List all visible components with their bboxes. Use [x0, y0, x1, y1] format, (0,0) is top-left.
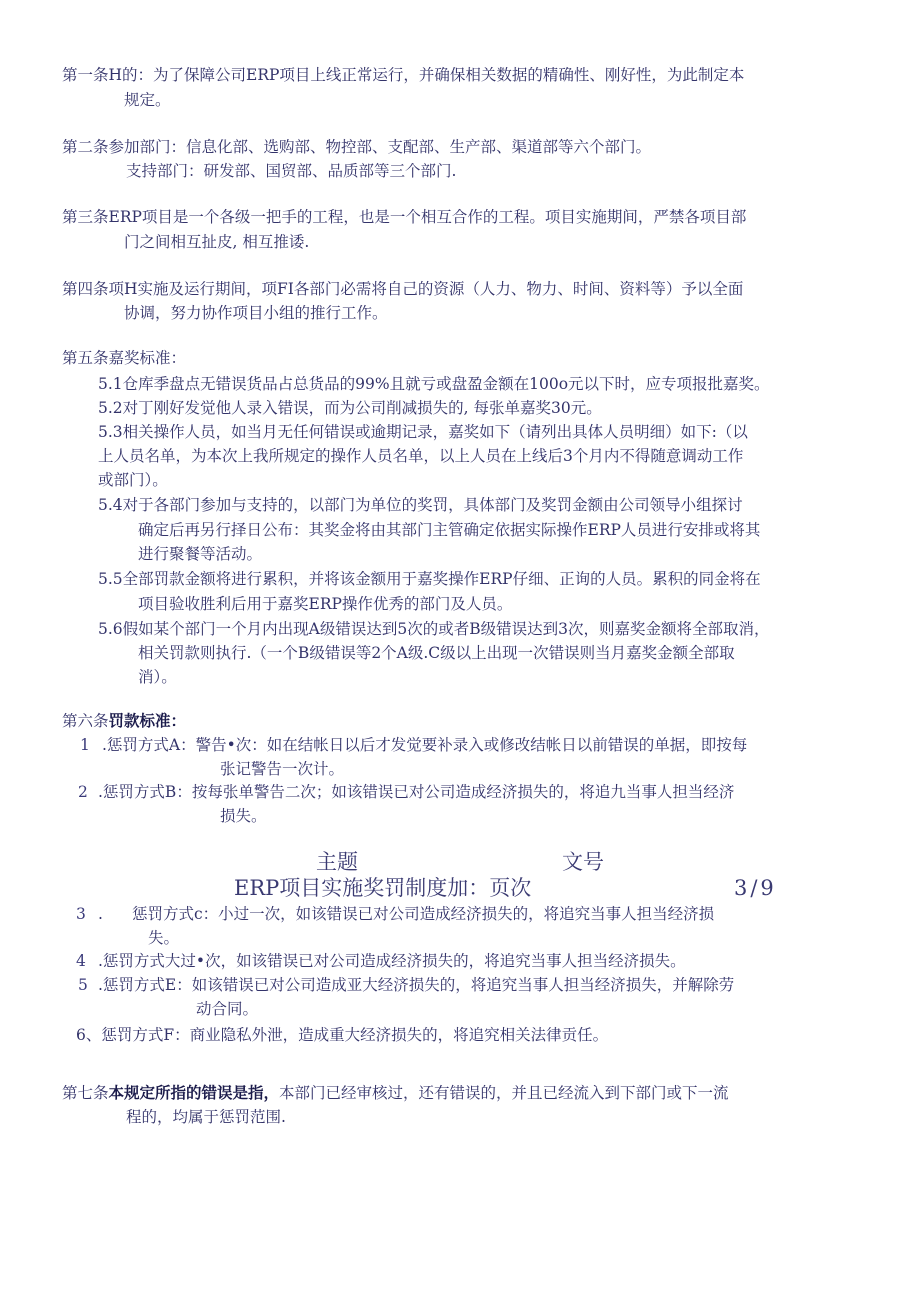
- article-2-line-2: 支持部门：研发部、国贸部、品质部等三个部门.: [126, 162, 457, 180]
- article-5-item: 5.2对丁刚好发觉他人录入错误，而为公司削减损失的, 每张单嘉奖30元。: [98, 399, 602, 417]
- penalty-5-number: 5: [78, 976, 88, 994]
- penalty-3-dot: .: [98, 905, 103, 923]
- article-5-item: 确定后再另行择日公布：其奖金将由其部门主管确定依据实际操作ERP人员进行安排或将其: [138, 521, 761, 539]
- article-5-item: 5.6假如某个部门一个月内出现A级错误达到5次的或者B级错误达到3次，则嘉奖金额将全部取消，: [98, 620, 770, 638]
- penalty-2-line-2: 损失。: [220, 807, 267, 825]
- penalty-1-number: 1: [80, 736, 90, 754]
- penalty-6-line-1: 6、惩罚方式F：商业隐私外泄，造成重大经济损失的，将追究相关法律贡任。: [76, 1026, 609, 1044]
- penalty-3-line-1: 惩罚方式c：小过一次，如该错误已对公司造成经济损失的，将追究当事人担当经济损: [132, 905, 715, 923]
- penalty-3-line-2: 失。: [148, 929, 180, 947]
- article-5-item: 项目验收胜利后用于嘉奖ERP操作优秀的部门及人员。: [138, 595, 513, 613]
- penalty-4-number: 4: [76, 952, 86, 970]
- article-4-line-1: 第四条项H实施及运行期间，项FI各部门必需将自己的资源（人力、物力、时间、资料等）予以全面: [62, 280, 744, 298]
- article-5-item: 进行聚餐等活动。: [138, 545, 263, 563]
- article-3-line-2: 门之间相互扯皮, 相互推诿.: [124, 233, 310, 251]
- penalty-1-line-1: .惩罚方式A：警告•次：如在结帐日以后才发觉要补录入或修改结帐日以前错误的单据，即按每: [102, 736, 748, 754]
- article-7-rest: 本部门已经审核过，还有错误的，并且已经流入到下部门或下一流: [279, 1084, 729, 1102]
- penalty-2-number: 2: [78, 783, 88, 801]
- article-2-line-1: 第二条参加部门：信息化部、选购部、物控部、支配部、生产部、渠道部等六个部门。: [62, 138, 652, 156]
- penalty-5-line-2: 动合同。: [196, 1000, 259, 1018]
- article-5-item: 5.4对于各部门参加与支持的，以部门为单位的奖罚，具体部门及奖罚金额由公司领导小组探讨: [98, 496, 743, 514]
- penalty-3-number: 3: [76, 905, 86, 923]
- penalty-4-line-1: .惩罚方式大过•次，如该错误已对公司造成经济损失的，将追究当事人担当经济损失。: [98, 952, 686, 970]
- penalty-2-line-1: .惩罚方式B：按每张单警告二次；如该错误已对公司造成经济损失的，将追九当事人担当经济: [98, 783, 735, 801]
- article-6-title-prefix: 第六条: [62, 712, 109, 730]
- article-5-item: 5.3相关操作人员，如当月无任何错误或逾期记录，嘉奖如下（请列出具体人员明细）如下:（以: [98, 423, 748, 441]
- article-1-line-1: 第一条H的：为了保障公司ERP项目上线正常运行，并确保相关数据的精确性、刚好性，为此制定本: [62, 66, 745, 84]
- header-doc-title: ERP项目实施奖罚制度加：页次: [234, 876, 532, 900]
- article-5-item: 相关罚款则执行.（一个B级错误等2个A级.C级以上出现一次错误则当月嘉奖金额全部取: [138, 644, 735, 662]
- article-7-prefix: 第七条: [62, 1084, 109, 1102]
- article-5-item: 或部门）。: [98, 471, 168, 489]
- article-6-title-bold: 罚款标准：: [108, 711, 187, 730]
- penalty-1-line-2: 张记警告一次计。: [220, 760, 345, 778]
- article-5-item: 上人员名单，为本次上我所规定的操作人员名单，以上人员在上线后3个月内不得随意调动工作: [98, 447, 744, 465]
- article-6-title: [62, 710, 186, 732]
- article-3-line-1: 第三条ERP项目是一个各级一把手的工程，也是一个相互合作的工程。项目实施期间，严禁各项目部: [62, 208, 747, 226]
- header-doc-number: 文号: [562, 850, 604, 874]
- article-5-item: 消）。: [138, 668, 177, 686]
- article-7-line-1: [62, 1082, 729, 1104]
- article-5-item: 5.1仓库季盘点无错误货品占总货品的99%且就亏或盘盈金额在100o元以下时，应专项报批嘉奖。: [98, 375, 770, 393]
- article-5-title: 第五条嘉奖标准：: [62, 349, 187, 367]
- header-subject: 主题: [316, 850, 358, 874]
- article-4-line-2: 协调，努力协作项目小组的推行工作。: [124, 304, 388, 322]
- penalty-5-line-1: .惩罚方式E：如该错误已对公司造成亚大经济损失的，将追究当事人担当经济损失，并解除劳: [98, 976, 735, 994]
- article-5-item: 5.5全部罚款金额将进行累积，并将该金额用于嘉奖操作ERP仔细、正询的人员。累积的同金将在: [98, 570, 761, 588]
- article-7-bold-text: 本规定所指的错误是指，: [108, 1083, 280, 1102]
- article-7-line-2: 程的，均属于惩罚范围.: [126, 1108, 286, 1126]
- article-1-line-2: 规定。: [124, 91, 171, 109]
- header-page-number: 3/9: [734, 876, 777, 900]
